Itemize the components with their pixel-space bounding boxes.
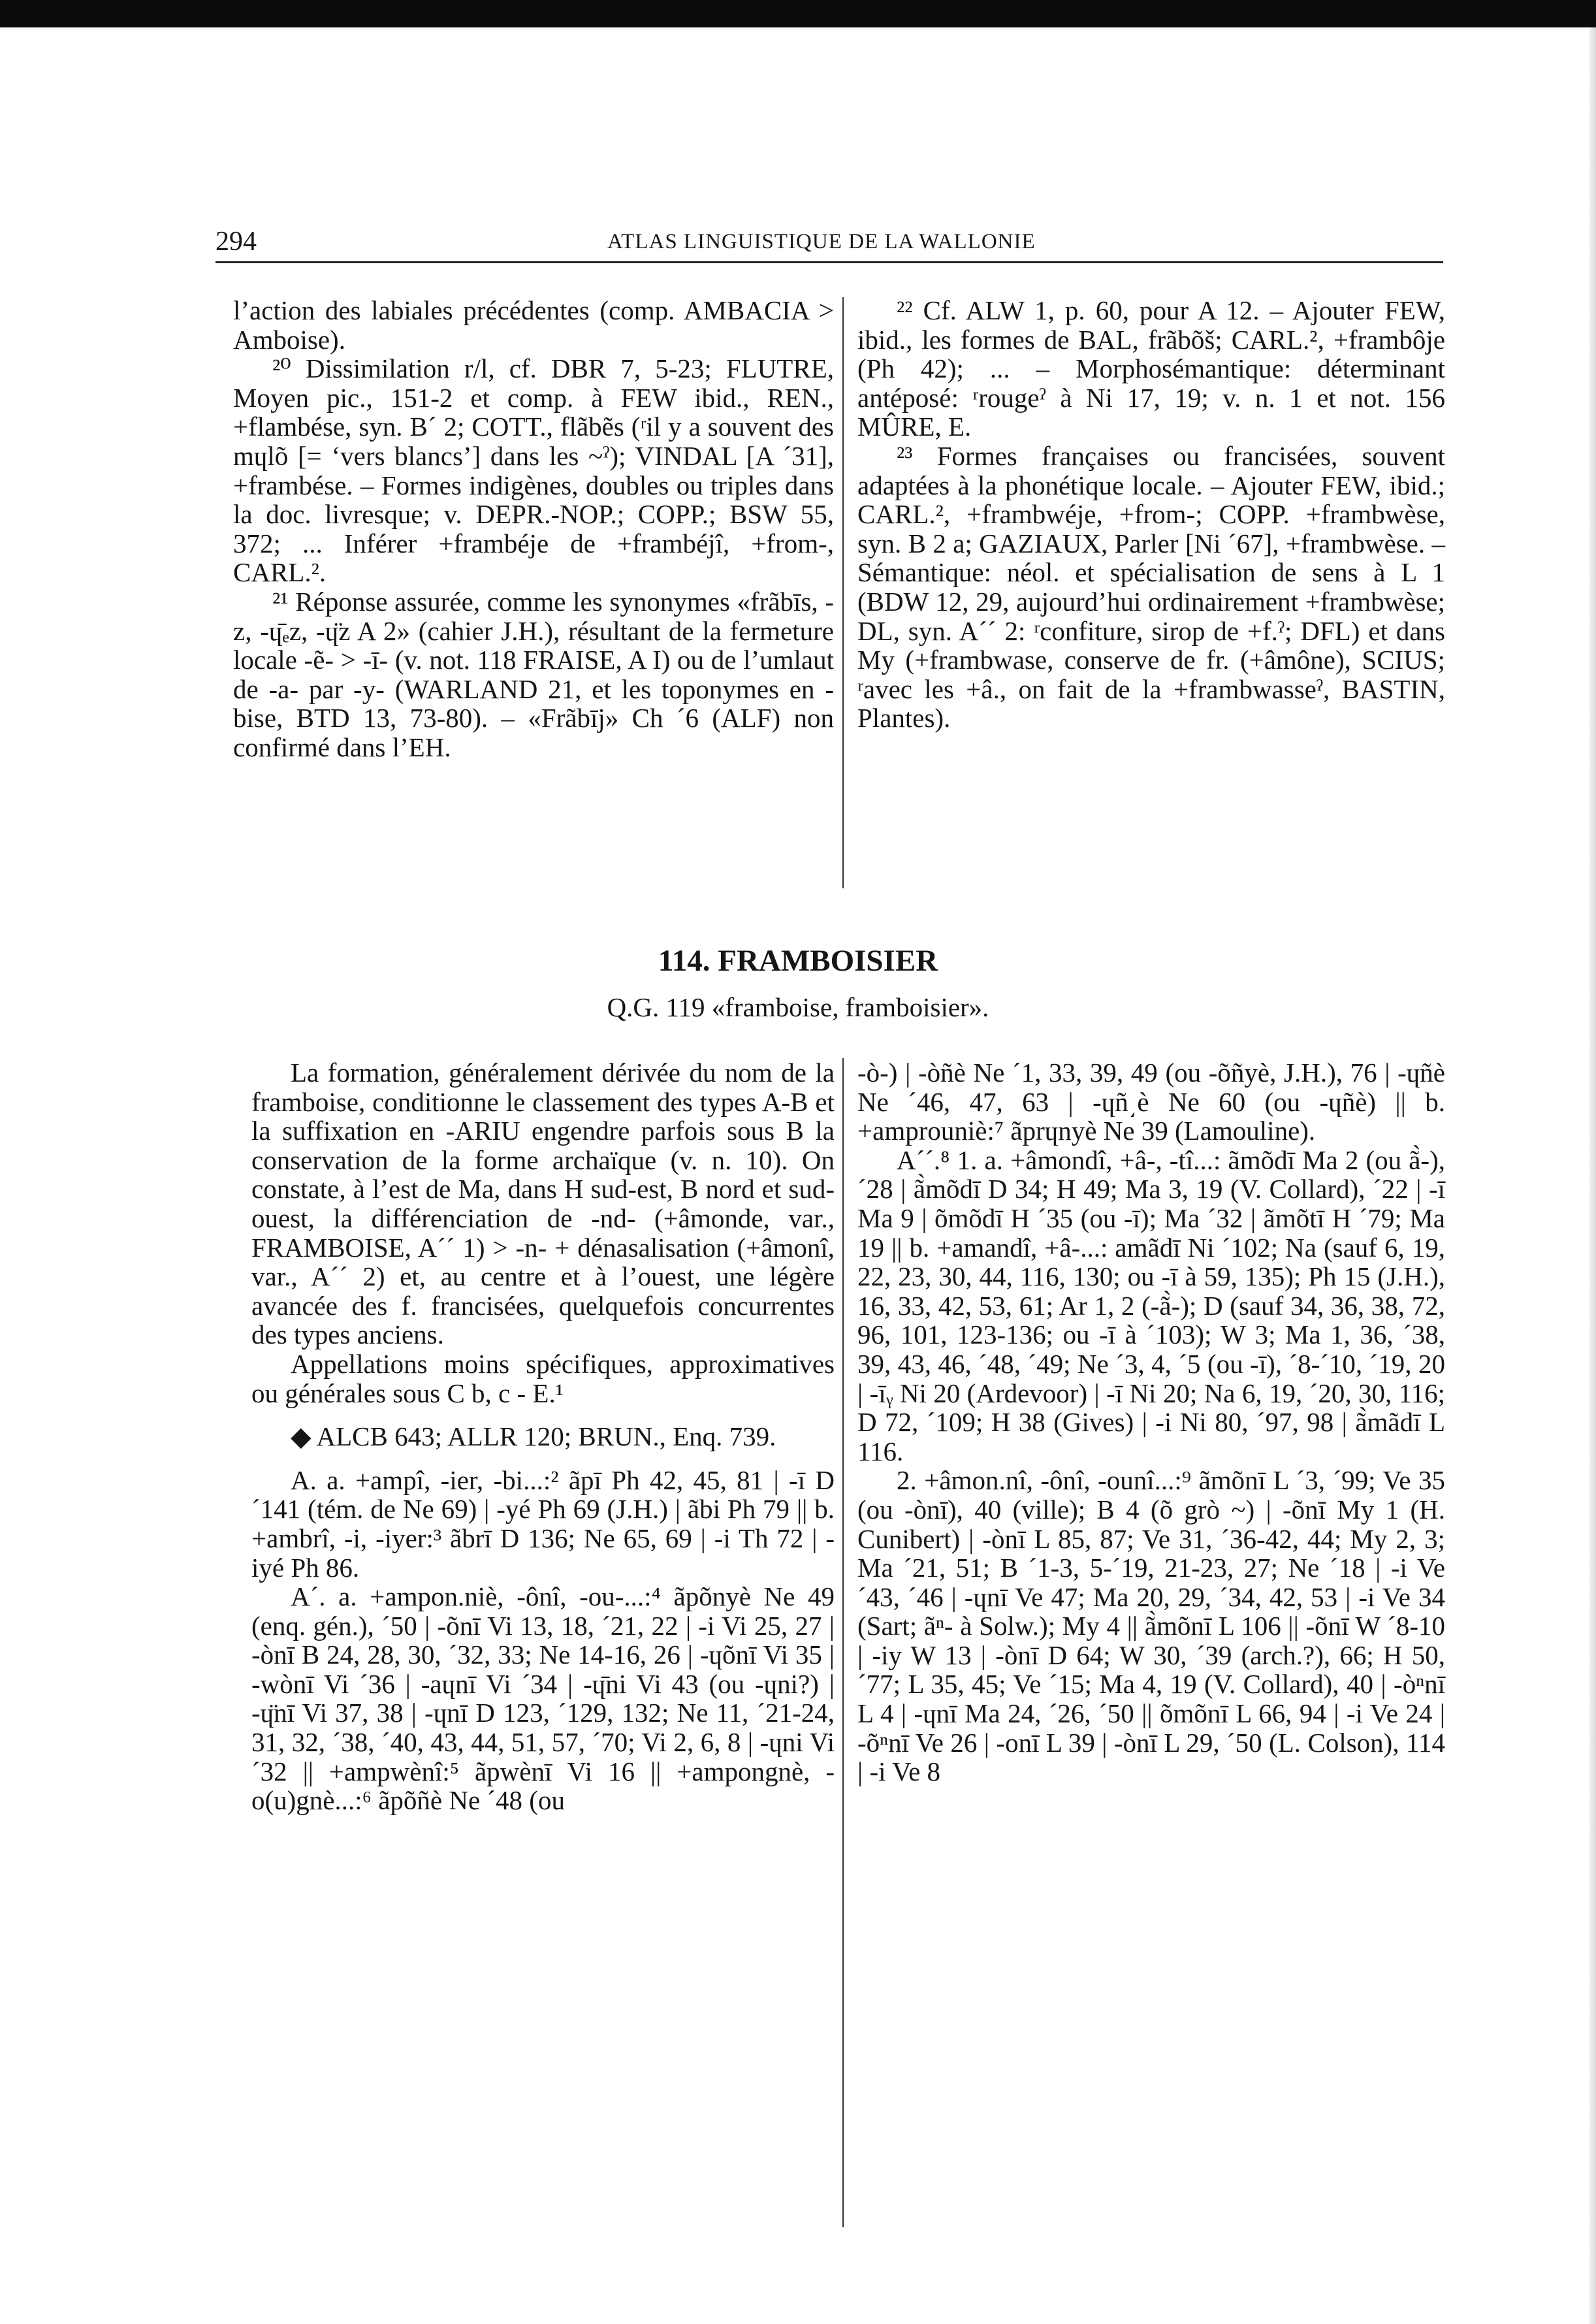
references-line: ◆ ALCB 643; ALLR 120; BRUN., Enq. 739.	[291, 1421, 776, 1452]
article-left-column	[251, 1058, 835, 1815]
article-subtitle: Q.G. 119 «framboise, framboisier».	[607, 992, 989, 1022]
page-header	[215, 221, 1443, 263]
footnote-21: ²¹ Réponse assurée, comme les synonymes «frãbīs, -z, -ɥ̄ₑz, -ɥ̈z A 2» (cahier J.H.), résultant de la fermeture locale -ẽ- > -ī- (v. not. 118 FRAISE, A I) ou de l’umlaut de -a- par -y- (WARLAND 21, et les toponymes en -bise, BTD 13, 73-80). – «Frãbīj» Ch ´6 (ALF) non confirmé dans l’EH.	[233, 586, 834, 762]
footnote-23: ²³ Formes françaises ou francisées, souvent adaptées à la phonétique locale. – Ajouter FEW, ibid.; CARL.², +frambwéje, +from-; COPP. +frambwèse, syn. B 2 a; GAZIAUX, Parler [Ni ´67], +frambwèse. – Sémantique: néol. et spécialisation de sens à L 1 (BDW 12, 29, aujourd’hui ordinairement +frambwèse; DL, syn. A´´ 2: ʳconfiture, sirop de +f.ˀ; DFL) et dans My (+frambwase, conserve de fr. (+âmône), SCIUS; ʳavec les +â., on fait de la +frambwasseˀ, BASTIN, Plantes).	[857, 440, 1445, 734]
appellations-paragraph: Appellations moins spécifiques, approximatives ou générales sous C b, c - E.¹	[251, 1348, 835, 1408]
type-a-prime-continuation: -ò-) | -òñè Ne ´1, 33, 39, 49 (ou -õñyè, J.H.), 76 | -ɥñè Ne ´46, 47, 63 | -ɥñ͵è Ne 60 (ou -ɥñè) || b. +amprouniè:⁷ ãprɥnyè Ne 39 (Lamouline).	[857, 1057, 1445, 1146]
type-a-entry: A. a. +ampî, -ier, -bi...:² ãpī Ph 42, 45, 81 | -ī D ´141 (tém. de Ne 69) | -yé Ph 69 (J.H.) | ãbi Ph 79 || b. +ambrî, -i, -iyer:³ ãbrī D 136; Ne 65, 69 | -i Th 72 | -iyé Ph 86.	[251, 1464, 835, 1583]
footnotes-right-column	[857, 296, 1445, 733]
page-number: 294	[215, 227, 257, 257]
footnote-continuation: l’action des labiales précédentes (comp. AMBACIA > Amboise).	[233, 295, 834, 355]
footnotes-left-column	[233, 296, 834, 762]
scan-right-edge	[1589, 27, 1596, 2324]
footnote-20: ²⁰ Dissimilation r/l, cf. DBR 7, 5-23; FLUTRE, Moyen pic., 151-2 et comp. à FEW ibid., REN., +flambése, syn. B´ 2; COTT., flãbẽs (ʳil y a souvent des mɥlõ [= ‘vers blancs’] dans les ~ˀ); VINDAL [A ´31], +frambése. – Formes indigènes, doubles ou triples dans la doc. livresque; v. DEPR.-NOP.; COPP.; BSW 55, 372; ... Inférer +frambéje de +frambéjî, +from-, CARL.².	[233, 353, 834, 588]
type-a-double-prime-1: A´´.⁸ 1. a. +âmondî, +â-, -tî...: ãmõdī Ma 2 (ou ã̀-), ´28 | ã̀mõdī D 34; H 49; Ma 3, 19 (V. Collard), ´22 | -ī Ma 9 | õmõdī H ´35 (ou -ī); Ma ´32 | ãmõtī H ´79; Ma 19 || b. +amandî, +â-...: amãdī Ni ´102; Na (sauf 6, 19, 22, 23, 30, 44, 116, 130; ou -ī à 59, 135); Ph 15 (J.H.), 16, 33, 42, 53, 61; Ar 1, 2 (-ã̀-); D (sauf 34, 36, 38, 72, 96, 101, 123-136; ou -ī à ´103); W 3; Ma 1, 36, ´38, 39, 43, 46, ´48, ´49; Ne ´3, 4, ´5 (ou -ī), ´8-´10, ´19, 20 | -īᵧ Ni 20 (Ardevoor) | -ī Ni 20; Na 6, 19, ´20, 30, 116; D 72, ´109; H 38 (Gives) | -i Ni 80, ´97, 98 | ã̀mãdī L 116.	[857, 1144, 1445, 1466]
column-divider-top	[842, 297, 844, 888]
type-a-double-prime-2: 2. +âmon.nî, -ônî, -ounî...:⁹ ãmõnī L ´3, ´99; Ve 35 (ou -ònī), 40 (ville); B 4 (õ grò ~) | -õnī My 1 (H. Cunibert) | -ònī L 85, 87; Ve 31, ´36-42, 44; My 2, 3; Ma ´21, 51; B ´1-3, 5-´19, 21-23, 27; Ne ´18 | -i Ve ´43, ´46 | -ɥnī Ve 47; Ma 20, 29, ´34, 42, 53 | -i Ve 34 (Sart; ãⁿ- à Solw.); My 4 || ã̀mõnī L 106 || -õnī W ´8-10 | -iy W 13 | -ònī D 64; W 30, ´39 (arch.?), 66; H 50, ´77; L 35, 45; Ve ´15; Ma 4, 19 (V. Collard), 40 | -òⁿnī L 4 | -ɥnī Ma 24, ´26, ´50 || õmõnī L 66, 94 | -i Ve 24 | -õⁿnī Ve 26 | -onī L 39 | -ònī L 29, ´50 (L. Colson), 114 | -i Ve 8	[857, 1465, 1445, 1787]
column-divider-bottom	[842, 1058, 844, 2227]
footnote-22: ²² Cf. ALW 1, p. 60, pour A 12. – Ajouter FEW, ibid., les formes de BAL, frãbõš; CARL.², +frambôje (Ph 42); ... – Morphosémantique: déterminant antéposé: ʳrougeˀ à Ni 17, 19; v. n. 1 et not. 156 MÛRE, E.	[857, 295, 1445, 442]
intro-paragraph: La formation, généralement dérivée du nom de la framboise, conditionne le classement des types A-B et la suffixation en -ARIU engendre parfois sous B la conservation de la forme archaïque (v. n. 10). On constate, à l’est de Ma, dans H sud-est, B nord et sud-ouest, la différenciation de -nd- (+âmonde, var., FRAMBOISE, A´´ 1) > -n- + dénasalisation (+âmonî, var., A´´ 2) et, au centre et à l’ouest, une légère avancée des f. francisées, quelquefois concurrentes des types anciens.	[251, 1057, 835, 1350]
article-right-column	[857, 1058, 1445, 1786]
type-a-prime-entry: A´. a. +ampon.niè, -ônî, -ou-...:⁴ ãpõnyè Ne 49 (enq. gén.), ´50 | -õnī Vi 13, 18, ´21, 22 | -i Vi 25, 27 | -ònī B 24, 28, 30, ´32, 33; Ne 14-16, 26 | -ɥõnī Vi 35 | -wònī Vi ´36 | -aɥnī Vi ´34 | -ɥ̄ni Vi 43 (ou -ɥni?) | -ɥ̈nī Vi 37, 38 | -ɥnī D 123, ´129, 132; Ne 11, ´21-24, 31, 32, ´38, ´40, 43, 44, 51, 57, ´70; Vi 2, 6, 8 | -ɥni Vi ´32 || +ampwènî:⁵ ãpwènī Vi 16 || +ampongnè, -o(u)gnè...:⁶ ãpõñè Ne ´48 (ou	[251, 1581, 835, 1816]
article-title: 114. FRAMBOISIER	[658, 944, 938, 978]
scan-top-border	[0, 0, 1596, 27]
running-title: ATLAS LINGUISTIQUE DE LA WALLONIE	[607, 230, 1036, 253]
